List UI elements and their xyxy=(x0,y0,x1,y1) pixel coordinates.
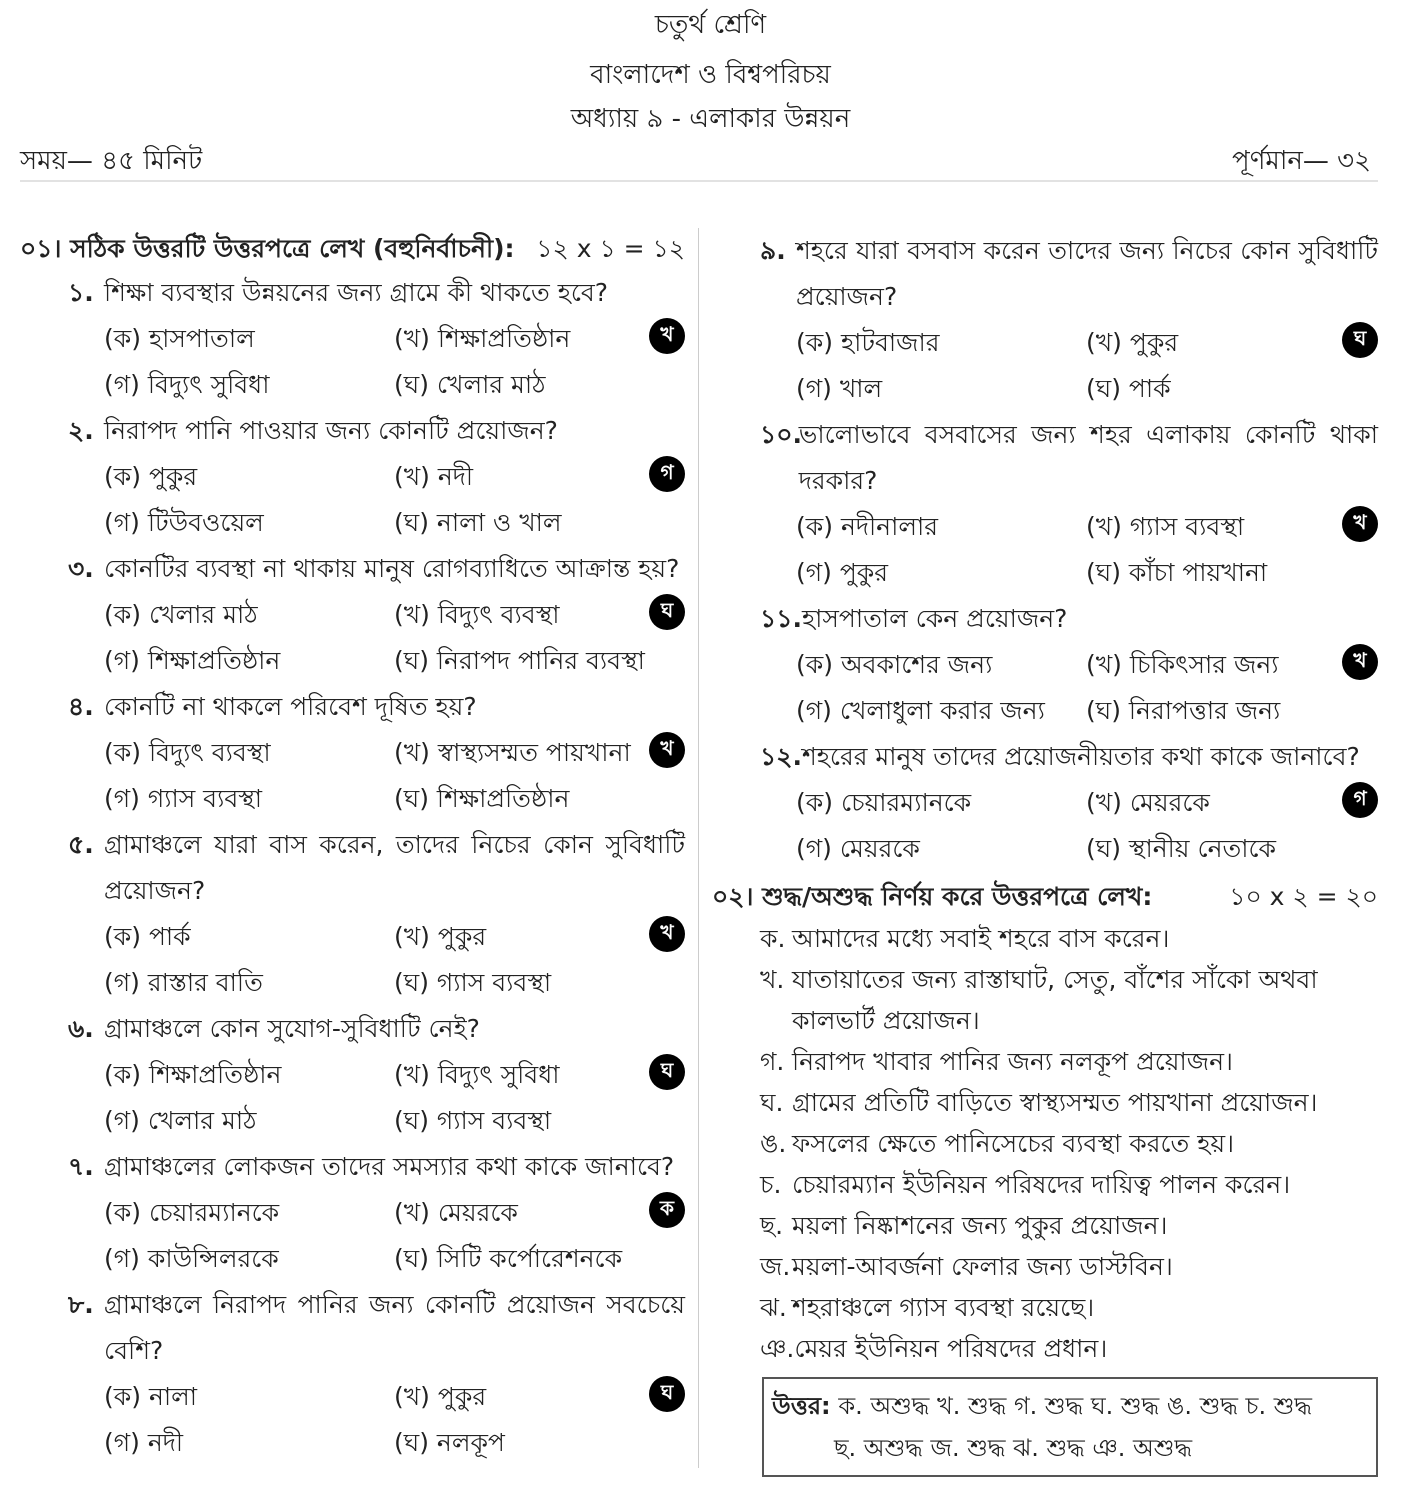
answer-badge: ঘ xyxy=(649,594,685,630)
question-item xyxy=(20,546,685,684)
question-item xyxy=(20,684,685,822)
answer-line-1: ক. অশুদ্ধ খ. শুদ্ধ গ. শুদ্ধ ঘ. শুদ্ধ ঙ. শুদ্ধ চ. শুদ্ধ xyxy=(838,1392,1313,1420)
question-text: নিরাপদ পানি পাওয়ার জন্য কোনটি প্রয়োজন? xyxy=(104,416,558,445)
question-item xyxy=(20,408,685,546)
option-item: (ঘ) শিক্ষাপ্রতিষ্ঠান xyxy=(394,784,570,813)
question-item xyxy=(20,822,685,1006)
option-item: (খ) মেয়রকে xyxy=(394,1198,518,1227)
statement-item xyxy=(760,1287,1378,1328)
option-item: (ক) চেয়ারম্যানকে xyxy=(104,1198,280,1227)
answer-badge: ঘ xyxy=(649,1054,685,1090)
question-number: ১১. xyxy=(760,604,802,633)
option-item: (ক) অবকাশের জন্য xyxy=(796,650,993,679)
statement-text: নিরাপদ খাবার পানির জন্য নলকূপ প্রয়োজন। xyxy=(792,1047,1234,1076)
option-item: (খ) স্বাস্থ্যসম্মত পায়খানা xyxy=(394,738,631,767)
option-item: (গ) বিদ্যুৎ সুবিধা xyxy=(104,370,270,399)
statement-label: ঙ. xyxy=(760,1129,787,1158)
question-text: শহরের মানুষ তাদের প্রয়োজনীয়তার কথা কাকে জানাবে? xyxy=(801,742,1360,771)
option-item: (খ) শিক্ষাপ্রতিষ্ঠান xyxy=(394,324,571,353)
question-text-row xyxy=(760,596,1378,642)
statement-label: গ. xyxy=(760,1047,785,1076)
question-number: ৪. xyxy=(68,692,94,721)
option-item: (গ) গ্যাস ব্যবস্থা xyxy=(104,784,263,813)
answer-badge: খ xyxy=(1342,644,1378,680)
question-number: ৫. xyxy=(68,830,94,859)
answer-box xyxy=(762,1377,1378,1477)
section1-heading xyxy=(20,228,685,270)
question-text-row xyxy=(760,228,1378,320)
column-divider xyxy=(698,228,699,1468)
option-item: (ঘ) সিটি কর্পোরেশনকে xyxy=(394,1244,623,1273)
option-item: (খ) মেয়রকে xyxy=(1086,788,1210,817)
option-item: (গ) খেলার মাঠ xyxy=(104,1106,257,1135)
option-item: (ঘ) নিরাপত্তার জন্য xyxy=(1086,696,1281,725)
option-item: (ক) পুকুর xyxy=(104,462,198,491)
option-item: (খ) চিকিৎসার জন্য xyxy=(1086,650,1279,679)
statement-item xyxy=(760,1123,1378,1164)
statement-label: ঞ. xyxy=(760,1334,795,1363)
chapter-title: অধ্যায় ৯ - এলাকার উন্নয়ন xyxy=(570,104,851,134)
option-item: (ঘ) স্থানীয় নেতাকে xyxy=(1086,834,1277,863)
left-column xyxy=(20,228,685,1466)
subject-title: বাংলাদেশ ও বিশ্বপরিচয় xyxy=(590,60,831,90)
option-item: (খ) বিদ্যুৎ সুবিধা xyxy=(394,1060,560,1089)
question-text: শিক্ষা ব্যবস্থার উন্নয়নের জন্য গ্রামে কী থাকতে হবে? xyxy=(104,278,609,307)
question-number: ১২. xyxy=(760,742,802,771)
statement-label: ঘ. xyxy=(760,1088,784,1117)
options-grid xyxy=(760,780,1378,872)
statement-item xyxy=(760,1164,1378,1205)
statement-text: আমাদের মধ্যে সবাই শহরে বাস করেন। xyxy=(792,924,1170,953)
question-text-row xyxy=(760,412,1378,504)
answer-badge: খ xyxy=(649,916,685,952)
statement-label: জ. xyxy=(760,1252,791,1281)
question-text-row xyxy=(68,1144,685,1190)
option-item: (খ) বিদ্যুৎ ব্যবস্থা xyxy=(394,600,560,629)
section1-marks: ১২ x ১ = ১২ xyxy=(536,234,685,263)
option-item: (গ) খেলাধুলা করার জন্য xyxy=(796,696,1045,725)
options-grid xyxy=(68,316,685,408)
section2-heading xyxy=(712,876,1378,918)
statement-item xyxy=(760,918,1378,959)
question-text: ভালোভাবে বসবাসের জন্য শহর এলাকায় কোনটি থাকা দরকার? xyxy=(798,420,1378,495)
option-item: (ঘ) পার্ক xyxy=(1086,374,1171,403)
question-number: ১০. xyxy=(760,420,802,449)
time-label: সময়— ৪৫ মিনিট xyxy=(20,146,203,176)
option-item: (খ) গ্যাস ব্যবস্থা xyxy=(1086,512,1245,541)
option-item: (খ) পুকুর xyxy=(394,922,487,951)
question-text: হাসপাতাল কেন প্রয়োজন? xyxy=(801,604,1068,633)
option-item: (ঘ) গ্যাস ব্যবস্থা xyxy=(394,968,552,997)
question-number: ৩. xyxy=(68,554,94,583)
true-false-list xyxy=(712,918,1378,1369)
question-text: কোনটি না থাকলে পরিবেশ দূষিত হয়? xyxy=(104,692,477,721)
options-grid xyxy=(68,1190,685,1282)
answer-badge: ক xyxy=(649,1192,685,1228)
question-text-row xyxy=(760,734,1378,780)
question-number: ২. xyxy=(68,416,94,445)
question-item xyxy=(760,228,1378,412)
options-grid xyxy=(68,914,685,1006)
option-item: (ঘ) গ্যাস ব্যবস্থা xyxy=(394,1106,552,1135)
options-grid xyxy=(760,320,1378,412)
question-item xyxy=(760,596,1378,734)
options-grid xyxy=(68,1374,685,1466)
option-item: (গ) কাউন্সিলরকে xyxy=(104,1244,279,1273)
question-item xyxy=(20,1144,685,1282)
option-item: (গ) নদী xyxy=(104,1428,184,1457)
statement-text: শহরাঞ্চলে গ্যাস ব্যবস্থা রয়েছে। xyxy=(792,1293,1095,1322)
question-text-row xyxy=(68,408,685,454)
statement-item xyxy=(760,959,1378,1041)
answer-badge: ঘ xyxy=(1342,322,1378,358)
options-grid xyxy=(68,592,685,684)
options-grid xyxy=(760,504,1378,596)
section1-title: ০১। সঠিক উত্তরটি উত্তরপত্রে লেখ (বহুনির্বাচনী): xyxy=(20,234,515,263)
question-item xyxy=(760,412,1378,596)
answer-badge: খ xyxy=(1342,506,1378,542)
option-item: (ক) বিদ্যুৎ ব্যবস্থা xyxy=(104,738,271,767)
question-item xyxy=(760,734,1378,872)
statement-item xyxy=(760,1041,1378,1082)
option-item: (ঘ) কাঁচা পায়খানা xyxy=(1086,558,1268,587)
option-item: (ক) হাটবাজার xyxy=(796,328,940,357)
statement-text: ময়লা নিষ্কাশনের জন্য পুকুর প্রয়োজন। xyxy=(792,1211,1168,1240)
answer-badge: খ xyxy=(649,732,685,768)
class-title: চতুর্থ শ্রেণি xyxy=(654,10,767,40)
option-item: (গ) খাল xyxy=(796,374,883,403)
answer-badge: ঘ xyxy=(649,1376,685,1412)
statement-label: ঝ. xyxy=(760,1293,787,1322)
options-grid xyxy=(760,642,1378,734)
question-number: ৯. xyxy=(760,236,786,265)
answer-line-2: ছ. অশুদ্ধ জ. শুদ্ধ ঝ. শুদ্ধ ঞ. অশুদ্ধ xyxy=(834,1434,1193,1462)
option-item: (ক) খেলার মাঠ xyxy=(104,600,258,629)
statement-item xyxy=(760,1328,1378,1369)
statement-text: যাতায়াতের জন্য রাস্তাঘাট, সেতু, বাঁশের সাঁকো অথবা কালভার্ট প্রয়োজন। xyxy=(792,965,1318,1035)
question-number: ৬. xyxy=(68,1014,94,1043)
section2-title: ০২। শুদ্ধ/অশুদ্ধ নির্ণয় করে উত্তরপত্রে লেখ: xyxy=(712,882,1153,911)
option-item: (গ) পুকুর xyxy=(796,558,889,587)
answer-badge: খ xyxy=(649,318,685,354)
section2-marks: ১০ x ২ = ২০ xyxy=(1229,882,1378,911)
question-text-row xyxy=(68,546,685,592)
option-item: (ক) শিক্ষাপ্রতিষ্ঠান xyxy=(104,1060,282,1089)
option-item: (ঘ) খেলার মাঠ xyxy=(394,370,546,399)
option-item: (খ) পুকুর xyxy=(394,1382,487,1411)
statement-label: ছ. xyxy=(760,1211,784,1240)
question-text-row xyxy=(68,270,685,316)
option-item: (গ) মেয়রকে xyxy=(796,834,920,863)
statement-item xyxy=(760,1205,1378,1246)
question-number: ৮. xyxy=(68,1290,94,1319)
question-text: কোনটির ব্যবস্থা না থাকায় মানুষ রোগব্যাধিতে আক্রান্ত হয়? xyxy=(104,554,680,583)
question-text-row xyxy=(68,1006,685,1052)
header-divider xyxy=(20,180,1378,182)
option-item: (গ) রাস্তার বাতি xyxy=(104,968,263,997)
statement-text: গ্রামের প্রতিটি বাড়িতে স্বাস্থ্যসম্মত পায়খানা প্রয়োজন। xyxy=(792,1088,1318,1117)
answer-badge: গ xyxy=(649,456,685,492)
option-item: (ক) নদীনালার xyxy=(796,512,938,541)
question-item xyxy=(20,270,685,408)
question-text: গ্রামাঞ্চলে নিরাপদ পানির জন্য কোনটি প্রয়োজন সবচেয়ে বেশি? xyxy=(104,1290,685,1365)
right-column xyxy=(712,228,1378,1477)
statement-label: ক. xyxy=(760,924,786,953)
statement-label: খ. xyxy=(760,965,785,994)
question-text: গ্রামাঞ্চলের লোকজন তাদের সমস্যার কথা কাকে জানাবে? xyxy=(104,1152,675,1181)
question-text: গ্রামাঞ্চলে যারা বাস করেন, তাদের নিচের কোন সুবিধাটি প্রয়োজন? xyxy=(104,830,685,905)
statement-item xyxy=(760,1246,1378,1287)
options-grid xyxy=(68,730,685,822)
question-number: ১. xyxy=(68,278,94,307)
question-text-row xyxy=(68,684,685,730)
full-marks-label: পূর্ণমান— ৩২ xyxy=(1232,146,1371,176)
option-item: (ক) নালা xyxy=(104,1382,197,1411)
question-text: শহরে যারা বসবাস করেন তাদের জন্য নিচের কোন সুবিধাটি প্রয়োজন? xyxy=(796,236,1378,311)
option-item: (গ) টিউবওয়েল xyxy=(104,508,264,537)
statement-text: মেয়র ইউনিয়ন পরিষদের প্রধান। xyxy=(794,1334,1108,1363)
option-item: (ক) পার্ক xyxy=(104,922,191,951)
option-item: (ঘ) নিরাপদ পানির ব্যবস্থা xyxy=(394,646,645,675)
options-grid xyxy=(68,1052,685,1144)
question-item xyxy=(20,1006,685,1144)
statement-text: ফসলের ক্ষেতে পানিসেচের ব্যবস্থা করতে হয়। xyxy=(792,1129,1235,1158)
statement-label: চ. xyxy=(760,1170,782,1199)
question-text: গ্রামাঞ্চলে কোন সুযোগ-সুবিধাটি নেই? xyxy=(104,1014,480,1043)
options-grid xyxy=(68,454,685,546)
option-item: (ঘ) নালা ও খাল xyxy=(394,508,562,537)
option-item: (খ) নদী xyxy=(394,462,474,491)
option-item: (ক) হাসপাতাল xyxy=(104,324,255,353)
option-item: (খ) পুকুর xyxy=(1086,328,1179,357)
question-text-row xyxy=(68,1282,685,1374)
statement-text: ময়লা-আবর্জনা ফেলার জন্য ডাস্টবিন। xyxy=(792,1252,1173,1281)
statement-item xyxy=(760,1082,1378,1123)
question-number: ৭. xyxy=(68,1152,94,1181)
question-item xyxy=(20,1282,685,1466)
answer-label: উত্তর: xyxy=(772,1392,831,1420)
option-item: (গ) শিক্ষাপ্রতিষ্ঠান xyxy=(104,646,281,675)
option-item: (ঘ) নলকূপ xyxy=(394,1428,505,1457)
statement-text: চেয়ারম্যান ইউনিয়ন পরিষদের দায়িত্ব পালন করেন। xyxy=(792,1170,1291,1199)
answer-badge: গ xyxy=(1342,782,1378,818)
option-item: (ক) চেয়ারম্যানকে xyxy=(796,788,972,817)
question-text-row xyxy=(68,822,685,914)
